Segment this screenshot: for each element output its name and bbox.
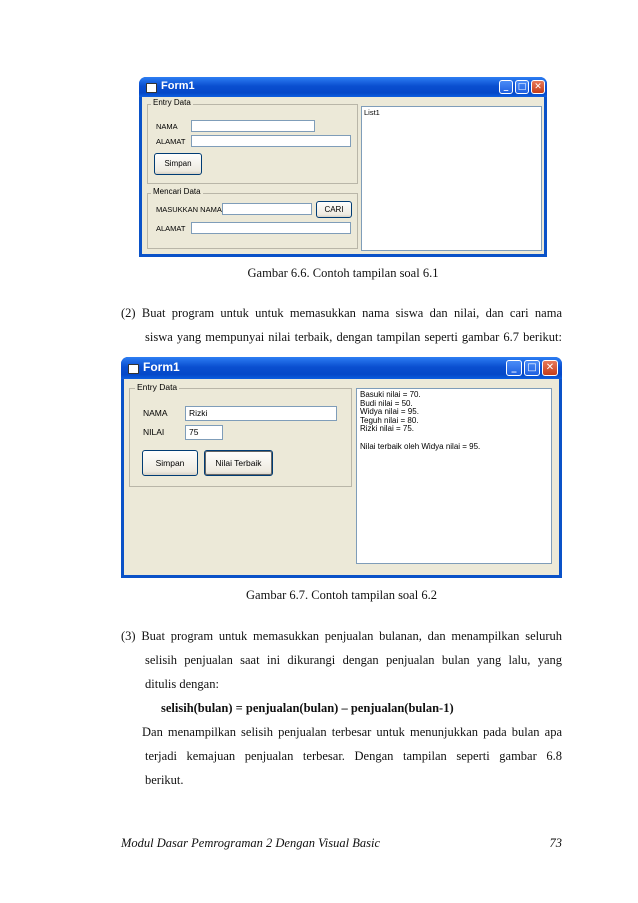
figure-6-6-caption: Gambar 6.6. Contoh tampilan soal 6.1 [247,266,439,280]
close-icon[interactable]: ✕ [542,360,558,376]
nama-label: NAMA [143,408,168,418]
cari-button[interactable]: CARI [316,201,352,218]
window-title: Form1 [143,360,180,374]
form1-window-fig66 [139,77,547,257]
paragraph-3-line-4: Dan menampilkan selisih penjualan terbesar untuk menunjukkan pada bulan apa [142,725,562,739]
minimize-icon[interactable]: _ [506,360,522,376]
paragraph-3 [121,624,562,648]
alamat-field[interactable] [191,135,351,147]
results-listbox[interactable] [356,388,552,564]
maximize-icon[interactable]: □ [515,80,529,94]
list-item: Widya nilai = 95. [360,407,419,417]
form-client-area [124,379,559,575]
masukkan-nama-field[interactable] [222,203,312,215]
alamat-search-label: ALAMAT [156,224,186,233]
figure-6-7-caption: Gambar 6.7. Contoh tampilan soal 6.2 [246,588,437,602]
close-icon[interactable]: ✕ [531,80,545,94]
formula: selisih(bulan) = penjualan(bulan) – penjualan(bulan-1) [161,701,454,715]
paragraph-3-line-3: ditulis dengan: [145,677,219,691]
paragraph-2-line-1: (2) Buat program untuk untuk memasukkan nama siswa dan nilai, dan cari nama [121,306,562,320]
form-icon [128,364,139,374]
maximize-icon[interactable]: □ [524,360,540,376]
mencari-data-group-title: Mencari Data [153,187,201,196]
alamat-label: ALAMAT [156,137,186,146]
results-list [360,391,480,451]
form1-window-fig67 [121,357,562,578]
paragraph-3-line-5: terjadi kemajuan penjualan terbesar. Dengan tampilan seperti gambar 6.8 [145,749,562,763]
nama-label: NAMA [156,122,178,131]
nilai-field[interactable]: 75 [185,425,223,440]
form-icon [146,83,157,93]
form-client-area [142,97,544,254]
page-number: 73 [549,836,562,850]
title-bar [121,357,562,379]
nilai-label: NILAI [143,427,165,437]
simpan-button[interactable]: Simpan [154,153,202,175]
list-item: Budi nilai = 50. [360,398,413,408]
minimize-icon[interactable]: _ [499,80,513,94]
paragraph-3-line-6: berikut. [145,773,184,787]
entry-data-group-title: Entry Data [137,382,178,392]
paragraph-3-cont3 [145,744,562,792]
list-item: Basuki nilai = 70. [360,390,421,399]
list-item: Teguh nilai = 80. [360,415,419,425]
entry-data-group-title: Entry Data [153,98,191,107]
nama-field[interactable]: Rizki [185,406,337,421]
paragraph-2-cont [145,325,562,349]
paragraph-3-line-1: (3) Buat program untuk memasukkan penjualan bulanan, dan menampilkan seluruh [121,629,562,643]
window-title: Form1 [161,80,195,92]
paragraph-2 [121,301,562,325]
list-item: Rizki nilai = 75. [360,424,415,434]
paragraph-3-cont [145,648,562,696]
alamat-search-field[interactable] [191,222,351,234]
paragraph-2-line-2: siswa yang mempunyai nilai terbaik, dengan tampilan seperti gambar 6.7 berikut: [145,330,562,344]
paragraph-3-line-2: selisih penjualan saat ini dikurangi dengan penjualan bulan yang lalu, yang [145,653,562,667]
simpan-button[interactable]: Simpan [142,450,198,476]
title-bar [139,77,547,97]
list1-text: List1 [364,108,380,117]
list-item: Nilai terbaik oleh Widya nilai = 95. [360,441,481,451]
nilai-terbaik-button[interactable]: Nilai Terbaik [204,450,273,476]
footer-book-title: Modul Dasar Pemrograman 2 Dengan Visual Basic [121,836,381,850]
paragraph-3-cont2 [142,720,562,744]
list1-listbox[interactable] [361,106,542,251]
nama-field[interactable] [191,120,315,132]
masukkan-nama-label: MASUKKAN NAMA [156,205,222,214]
